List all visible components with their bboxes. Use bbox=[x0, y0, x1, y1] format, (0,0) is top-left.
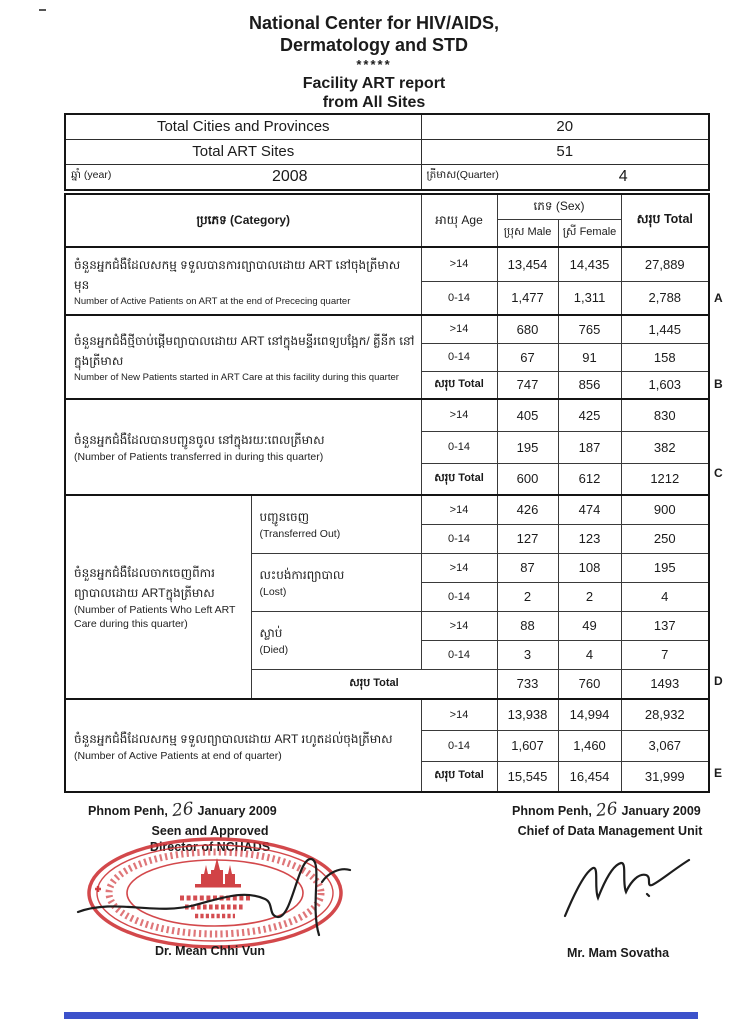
total-cell: 31,999 bbox=[621, 761, 709, 792]
year-value: 2008 bbox=[271, 167, 308, 185]
total-cell: 900 bbox=[621, 495, 709, 524]
female-cell: 612 bbox=[558, 463, 621, 495]
female-cell: 1,460 bbox=[558, 730, 621, 761]
total-label-cell: សរុប Total bbox=[251, 669, 497, 699]
female-cell: 1,311 bbox=[558, 281, 621, 315]
total-art-sites-value: 51 bbox=[421, 139, 709, 164]
seen-approved-line: Seen and Approved bbox=[151, 824, 269, 838]
died-subcategory bbox=[251, 611, 421, 669]
female-cell: 16,454 bbox=[558, 761, 621, 792]
female-cell: 760 bbox=[558, 669, 621, 699]
chief-signature bbox=[555, 852, 695, 924]
chief-title-line: Chief of Data Management Unit bbox=[517, 824, 703, 838]
chief-name: Mr. Mam Sovatha bbox=[566, 946, 670, 960]
section-a-row-gt14 bbox=[65, 247, 709, 281]
male-cell: 680 bbox=[497, 315, 558, 343]
section-c-english: (Number of Patients transferred in during this quarter) bbox=[74, 451, 324, 463]
male-cell: 13,938 bbox=[497, 699, 558, 730]
total-cell: 250 bbox=[621, 524, 709, 553]
age-cell: >14 bbox=[421, 611, 497, 640]
section-letter-a: A bbox=[714, 291, 723, 305]
sex-header: ភេទ (Sex) bbox=[497, 194, 621, 219]
age-cell: 0-14 bbox=[421, 640, 497, 669]
female-cell: 2 bbox=[558, 582, 621, 611]
section-c-category bbox=[65, 399, 421, 495]
total-cell: 1493 bbox=[621, 669, 709, 699]
section-c-khmer: ចំនួនអ្នកជំងឺដែលបានបញ្ជូនចូល នៅក្នុងរយៈពេលត្រីមាស bbox=[74, 433, 325, 447]
total-cell: 158 bbox=[621, 343, 709, 371]
female-cell: 49 bbox=[558, 611, 621, 640]
female-cell: 108 bbox=[558, 553, 621, 582]
transferred-out-english: (Transferred Out) bbox=[259, 528, 341, 541]
section-letter-d: D bbox=[714, 674, 723, 688]
total-cell: 3,067 bbox=[621, 730, 709, 761]
age-cell: 0-14 bbox=[421, 524, 497, 553]
right-date-day-handwritten: 26 bbox=[594, 798, 619, 822]
female-cell: 123 bbox=[558, 524, 621, 553]
left-date-line bbox=[88, 800, 277, 820]
section-e-row-gt14 bbox=[65, 699, 709, 730]
left-date-city: Phnom Penh, bbox=[88, 804, 168, 818]
age-cell: >14 bbox=[421, 699, 497, 730]
section-d-transferred-out-gt14 bbox=[65, 495, 709, 524]
total-label-cell: សរុប Total bbox=[421, 761, 497, 792]
category-header: ប្រភេទ (Category) bbox=[65, 194, 421, 247]
female-cell: 425 bbox=[558, 399, 621, 431]
art-report-table bbox=[64, 193, 710, 793]
org-name-line2: Dermatology and STD bbox=[279, 35, 469, 55]
total-cell: 830 bbox=[621, 399, 709, 431]
left-date-rest: January 2009 bbox=[197, 804, 277, 818]
male-cell: 733 bbox=[497, 669, 558, 699]
director-nchads-line: Director of NCHADS bbox=[149, 840, 271, 854]
male-header: ប្រុស Male bbox=[497, 219, 558, 247]
total-art-sites-label: Total ART Sites bbox=[65, 139, 421, 164]
section-b-english: Number of New Patients started in ART Care at this facility during this quarter bbox=[74, 371, 399, 383]
total-label-cell: សរុប Total bbox=[421, 463, 497, 495]
male-cell: 1,607 bbox=[497, 730, 558, 761]
female-cell: 14,435 bbox=[558, 247, 621, 281]
section-e-category bbox=[65, 699, 421, 792]
director-name: Dr. Mean Chhi Vun bbox=[155, 944, 265, 958]
female-cell: 4 bbox=[558, 640, 621, 669]
title-stars-divider: ***** bbox=[356, 57, 392, 72]
total-label-cell: សរុប Total bbox=[421, 371, 497, 399]
total-cell: 2,788 bbox=[621, 281, 709, 315]
male-cell: 88 bbox=[497, 611, 558, 640]
male-cell: 87 bbox=[497, 553, 558, 582]
section-b-khmer: ចំនួនអ្នកជំងឺថ្មីចាប់ផ្ដើមព្យាបាលដោយ ART នៅក្នុងមន្ទីរពេទ្យបង្អែក/ គ្លីនីក នៅក្នុងត្រីមាស bbox=[74, 333, 415, 368]
total-cell: 28,932 bbox=[621, 699, 709, 730]
male-cell: 13,454 bbox=[497, 247, 558, 281]
lost-subcategory bbox=[251, 553, 421, 611]
section-letter-b: B bbox=[714, 377, 723, 391]
age-cell: 0-14 bbox=[421, 582, 497, 611]
year-label: ឆ្នាំ (year) bbox=[71, 169, 112, 182]
right-date-line bbox=[512, 800, 701, 820]
right-date-rest: January 2009 bbox=[621, 804, 701, 818]
female-cell: 91 bbox=[558, 343, 621, 371]
report-title: Facility ART report bbox=[302, 75, 446, 92]
female-header: ស្រី Female bbox=[558, 219, 621, 247]
age-cell: 0-14 bbox=[421, 730, 497, 761]
director-signature bbox=[70, 838, 360, 956]
section-a-category bbox=[65, 247, 421, 315]
report-subtitle: from All Sites bbox=[322, 94, 426, 111]
section-letter-c: C bbox=[714, 466, 723, 480]
summary-row-sites bbox=[65, 139, 709, 164]
male-cell: 405 bbox=[497, 399, 558, 431]
died-khmer: ស្លាប់ bbox=[259, 626, 283, 640]
total-cell: 1212 bbox=[621, 463, 709, 495]
male-cell: 15,545 bbox=[497, 761, 558, 792]
section-letter-e: E bbox=[714, 766, 723, 780]
lost-english: (Lost) bbox=[259, 586, 287, 598]
total-cell: 1,603 bbox=[621, 371, 709, 399]
section-d-category bbox=[65, 495, 251, 699]
section-b-row-gt14 bbox=[65, 315, 709, 343]
total-cell: 7 bbox=[621, 640, 709, 669]
scan-corner-mark bbox=[39, 9, 46, 11]
female-cell: 14,994 bbox=[558, 699, 621, 730]
section-b-category bbox=[65, 315, 421, 399]
section-c-row-gt14 bbox=[65, 399, 709, 431]
age-header: អាយុ Age bbox=[421, 194, 497, 247]
summary-row-period bbox=[65, 164, 709, 190]
male-cell: 1,477 bbox=[497, 281, 558, 315]
quarter-value: 4 bbox=[618, 167, 628, 185]
section-e-english: (Number of Active Patients at end of quarter) bbox=[74, 749, 282, 762]
total-provinces-value: 20 bbox=[421, 114, 709, 139]
section-d-english: (Number of Patients Who Left ART Care during this quarter) bbox=[74, 604, 236, 630]
male-cell: 195 bbox=[497, 431, 558, 463]
section-a-english: Number of Active Patients on ART at the end of Prececing quarter bbox=[74, 295, 351, 307]
age-cell: 0-14 bbox=[421, 343, 497, 371]
died-english: (Died) bbox=[259, 644, 289, 656]
age-cell: >14 bbox=[421, 399, 497, 431]
age-cell: >14 bbox=[421, 553, 497, 582]
male-cell: 3 bbox=[497, 640, 558, 669]
male-cell: 2 bbox=[497, 582, 558, 611]
male-cell: 67 bbox=[497, 343, 558, 371]
female-cell: 765 bbox=[558, 315, 621, 343]
summary-row-provinces bbox=[65, 114, 709, 139]
summary-table bbox=[64, 113, 710, 191]
age-cell: >14 bbox=[421, 315, 497, 343]
left-date-day-handwritten: 26 bbox=[170, 798, 195, 822]
lost-khmer: លះបង់ការព្យាបាល bbox=[259, 568, 345, 582]
total-header: សរុប Total bbox=[621, 194, 709, 247]
quarter-label: ត្រីមាស(Quarter) bbox=[426, 169, 499, 182]
total-cell: 382 bbox=[621, 431, 709, 463]
section-e-khmer: ចំនួនអ្នកជំងឺដែលសកម្ម ទទួលព្យាបាលដោយ ART រហូតដល់ចុងត្រីមាស bbox=[74, 731, 393, 746]
total-provinces-label: Total Cities and Provinces bbox=[65, 114, 421, 139]
female-cell: 856 bbox=[558, 371, 621, 399]
org-name-line1: National Center for HIV/AIDS, bbox=[248, 13, 500, 33]
section-d-khmer: ចំនួនអ្នកជំងឺដែលចាកចេញពីការ ព្យាបាលដោយ ARTក្នុងត្រីមាស bbox=[74, 566, 215, 600]
total-cell: 137 bbox=[621, 611, 709, 640]
male-cell: 426 bbox=[497, 495, 558, 524]
transferred-out-khmer: បញ្ជូនចេញ bbox=[259, 510, 310, 525]
total-cell: 27,889 bbox=[621, 247, 709, 281]
age-cell: 0-14 bbox=[421, 431, 497, 463]
female-cell: 474 bbox=[558, 495, 621, 524]
table-header-row1 bbox=[65, 194, 709, 219]
section-a-khmer: ចំនួនអ្នកជំងឺដែលសកម្ម ទទួលបានការព្យាបាលដោយ ART នៅចុងត្រីមាសមុន bbox=[74, 257, 401, 292]
male-cell: 600 bbox=[497, 463, 558, 495]
transferred-out-subcategory bbox=[251, 495, 421, 553]
male-cell: 127 bbox=[497, 524, 558, 553]
total-cell: 1,445 bbox=[621, 315, 709, 343]
bottom-blue-bar bbox=[64, 1012, 698, 1019]
female-cell: 187 bbox=[558, 431, 621, 463]
age-cell: >14 bbox=[421, 247, 497, 281]
right-date-city: Phnom Penh, bbox=[512, 804, 592, 818]
age-cell: >14 bbox=[421, 495, 497, 524]
age-cell: 0-14 bbox=[421, 281, 497, 315]
total-cell: 195 bbox=[621, 553, 709, 582]
report-title-block bbox=[0, 12, 748, 112]
male-cell: 747 bbox=[497, 371, 558, 399]
total-cell: 4 bbox=[621, 582, 709, 611]
